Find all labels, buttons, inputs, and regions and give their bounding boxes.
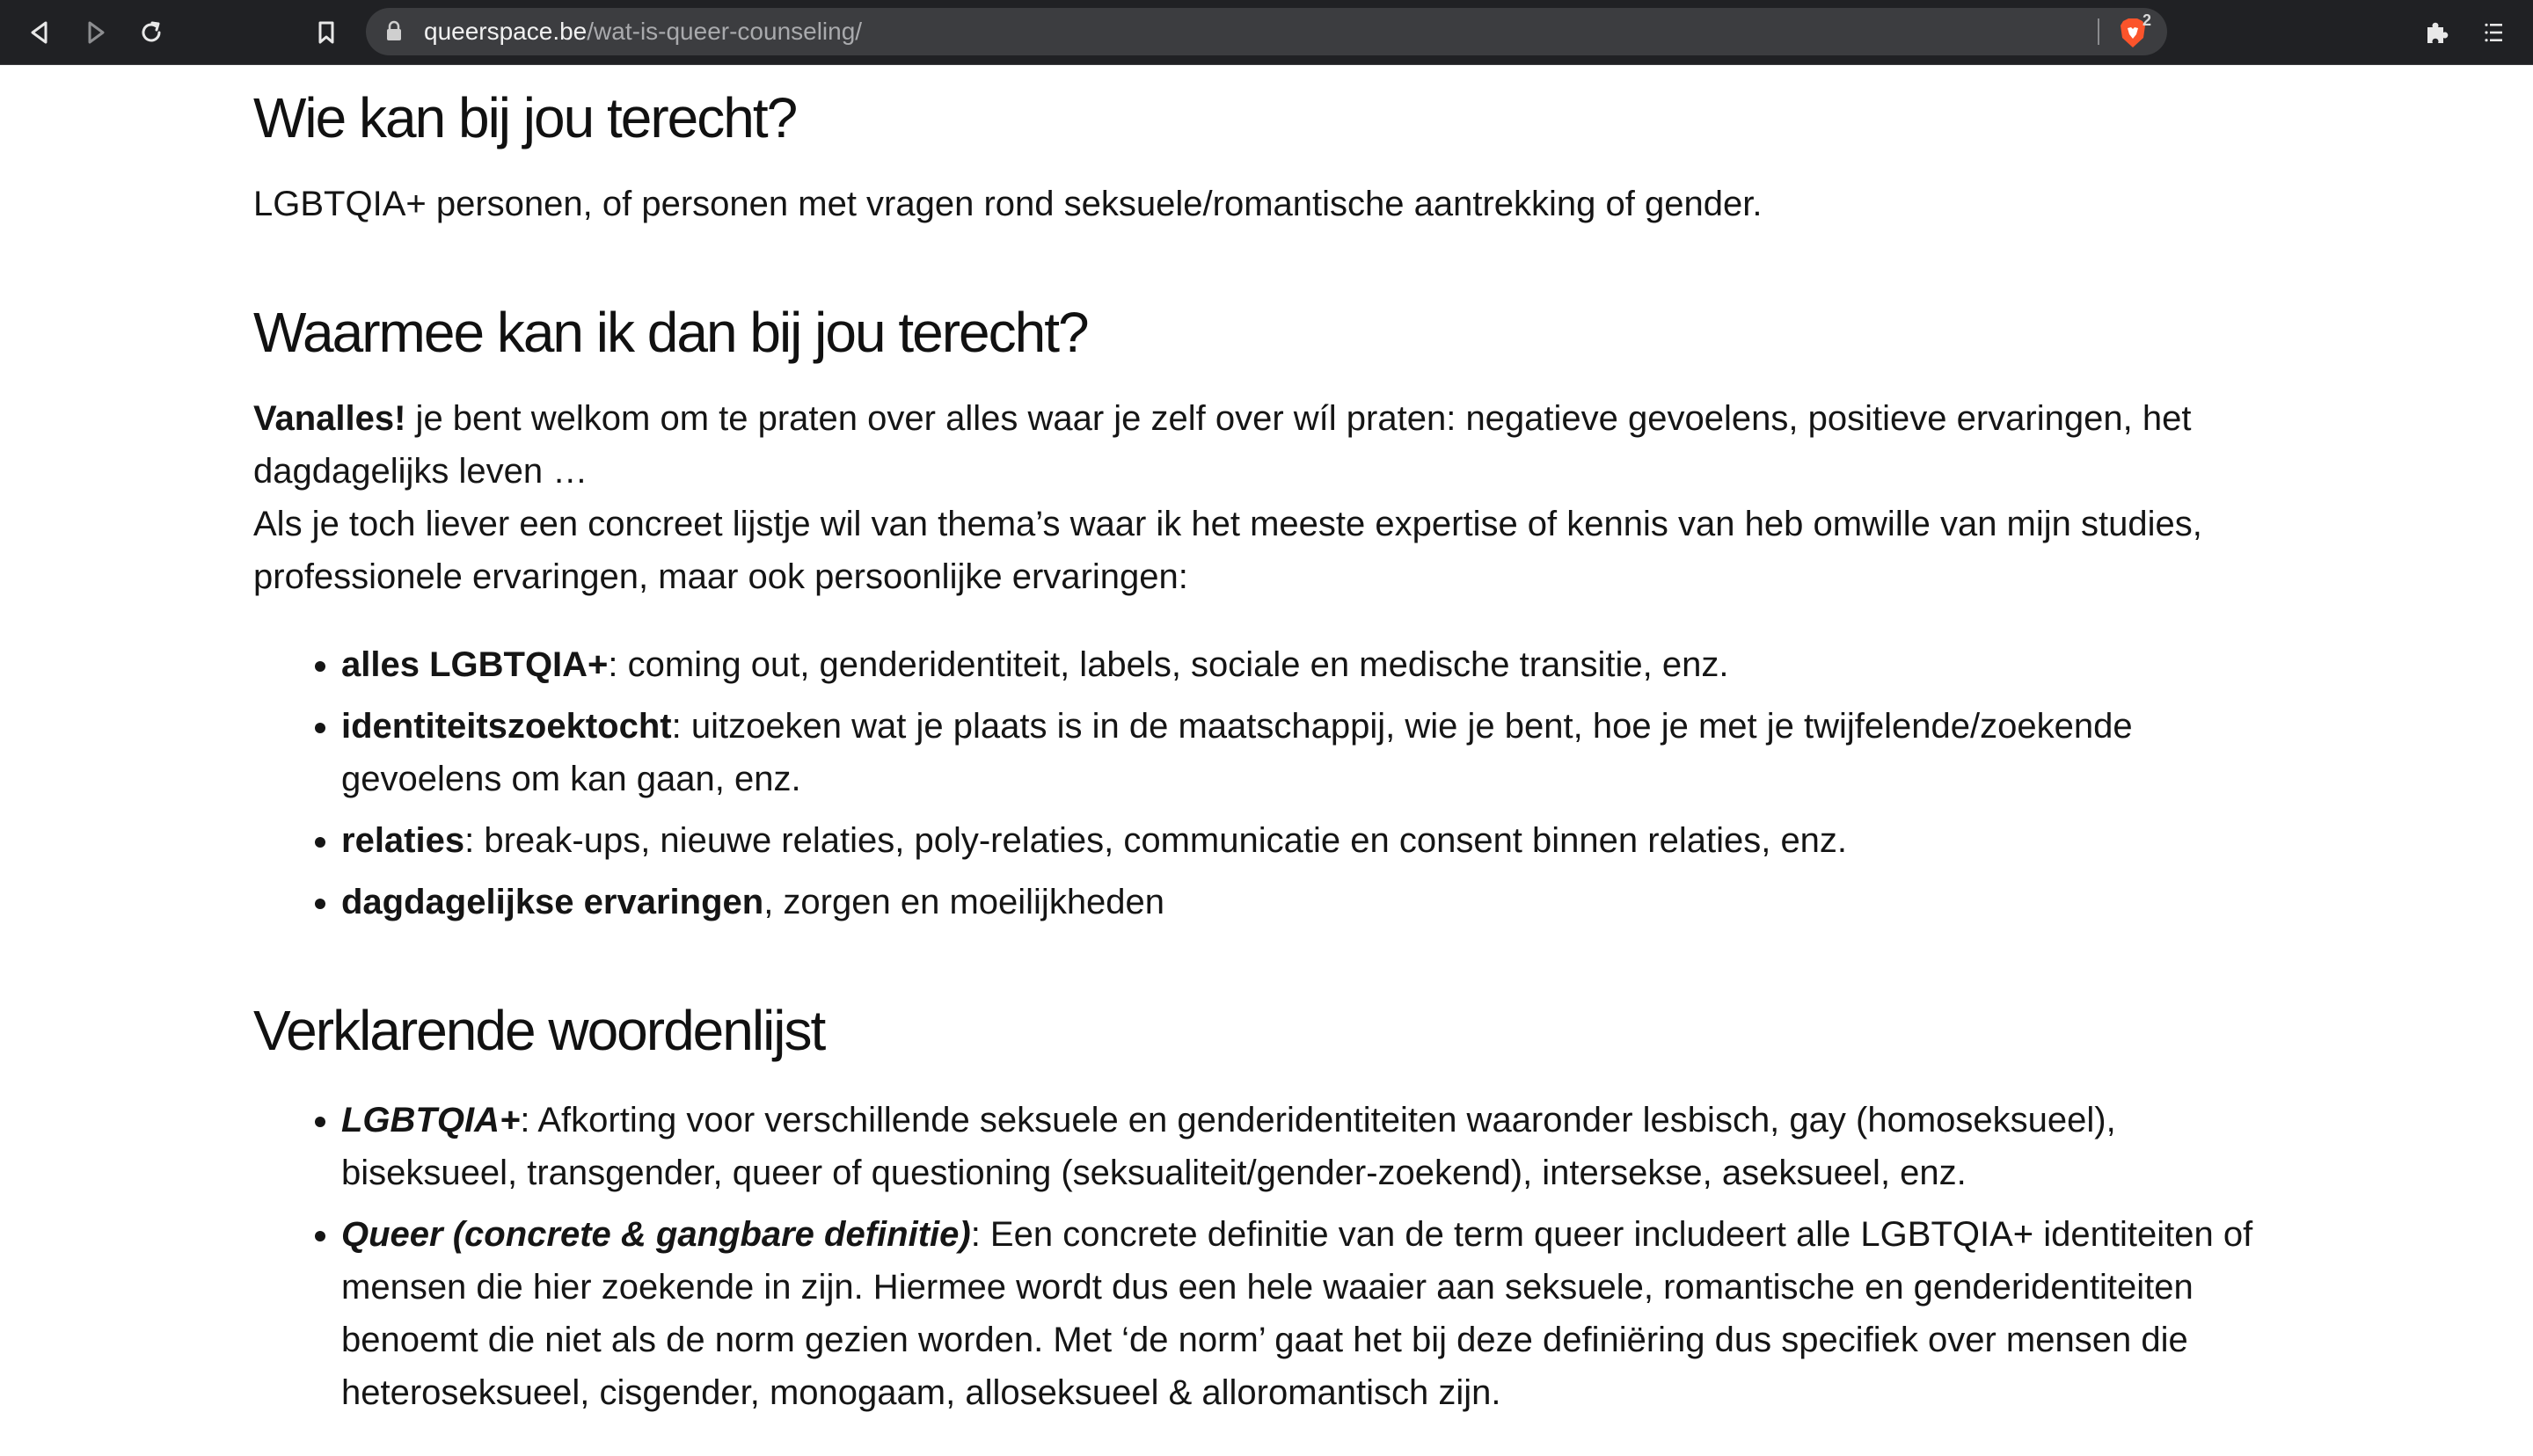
reload-icon	[138, 19, 164, 46]
puzzle-piece-icon	[2424, 19, 2450, 46]
list-item	[341, 1094, 2281, 1199]
list-item-text: : coming out, genderidentiteit, labels, sociale en medische transitie, enz.	[608, 645, 1729, 684]
list-item	[341, 1208, 2281, 1419]
glossary-term: LGBTQIA+	[341, 1101, 521, 1139]
extensions-button[interactable]	[2417, 12, 2457, 53]
list-item-term: dagdagelijkse ervaringen	[341, 883, 764, 921]
list-item	[341, 638, 2281, 691]
glossary-term: Queer (concrete & gangbare definitie)	[341, 1215, 971, 1254]
list-item	[341, 876, 2281, 928]
themes-list	[253, 638, 2281, 928]
url-text[interactable]	[424, 8, 862, 55]
vanalles-text: je bent welkom om te praten over alles waar je zelf over wíl praten: negatieve gevoelens, positieve ervaringen, het dagdagelijks leven …	[253, 399, 2192, 491]
address-bar-divider	[2098, 18, 2099, 45]
browser-toolbar	[0, 0, 2533, 65]
bookmark-icon	[317, 20, 336, 45]
heading-who: Wie kan bij jou terecht?	[253, 86, 797, 149]
paragraph-vanalles	[253, 392, 2281, 498]
address-bar[interactable]	[366, 8, 2167, 55]
url-host: queerspace.be	[424, 18, 588, 45]
glossary-list	[253, 1094, 2281, 1419]
list-item-term: identiteitszoektocht	[341, 707, 672, 746]
bookmark-button[interactable]	[306, 12, 347, 53]
list-item	[341, 814, 2281, 867]
heading-glossary: Verklarende woordenlijst	[253, 999, 825, 1062]
menu-button[interactable]	[2474, 12, 2515, 53]
forward-icon	[84, 20, 107, 45]
reload-button[interactable]	[131, 12, 172, 53]
heading-what: Waarmee kan ik dan bij jou terecht?	[253, 301, 1088, 364]
article-content	[253, 65, 2281, 1428]
forward-button[interactable]	[76, 12, 116, 53]
list-item-text: : uitzoeken wat je plaats is in de maatschappij, wie je bent, hoe je met je twijfelende/zoekende gevoelens om kan gaan, enz.	[341, 707, 2133, 798]
vanalles-bold: Vanalles!	[253, 399, 406, 438]
lock-icon	[385, 19, 403, 42]
shields-count-badge: 2	[2142, 11, 2152, 29]
back-icon	[28, 20, 51, 45]
list-item-term: alles LGBTQIA+	[341, 645, 609, 684]
list-item-text: , zorgen en moeilijkheden	[763, 883, 1165, 921]
glossary-definition: : Afkorting voor verschillende seksuele en genderidentiteiten waaronder lesbisch, gay (homoseksueel), biseksueel, transgender, queer of questioning (seksualiteit/gender-zoekend), intersekse, aseksueel, enz.	[341, 1101, 2116, 1192]
paragraph-who: LGBTQIA+ personen, of personen met vragen rond seksuele/romantische aantrekking of gender.	[253, 185, 1763, 223]
paragraph-themes-intro: Als je toch liever een concreet lijstje wil van thema’s waar ik het meeste expertise of kennis van heb omwille van mijn studies, professionele ervaringen, maar ook persoonlijke ervaringen:	[253, 505, 2202, 596]
url-path: /wat-is-queer-counseling/	[587, 18, 863, 45]
hamburger-menu-icon	[2485, 21, 2504, 44]
list-item	[341, 700, 2281, 805]
brave-shields-button[interactable]	[2118, 13, 2157, 52]
back-button[interactable]	[19, 12, 60, 53]
list-item-text: : break-ups, nieuwe relaties, poly-relaties, communicatie en consent binnen relaties, enz.	[464, 821, 1848, 860]
glossary-definition: : Een concrete definitie van de term queer includeert alle LGBTQIA+ identiteiten of mensen die hier zoekende in zijn. Hiermee wordt dus een hele waaier aan seksuele, romantische en genderidentiteiten benoemt die niet als de norm gezien worden. Met ‘de norm’ gaat het bij deze definiëring dus specifiek over mensen die heteroseksueel, cisgender, monogaam, alloseksueel & alloromantisch zijn.	[341, 1215, 2253, 1412]
list-item-term: relaties	[341, 821, 465, 860]
